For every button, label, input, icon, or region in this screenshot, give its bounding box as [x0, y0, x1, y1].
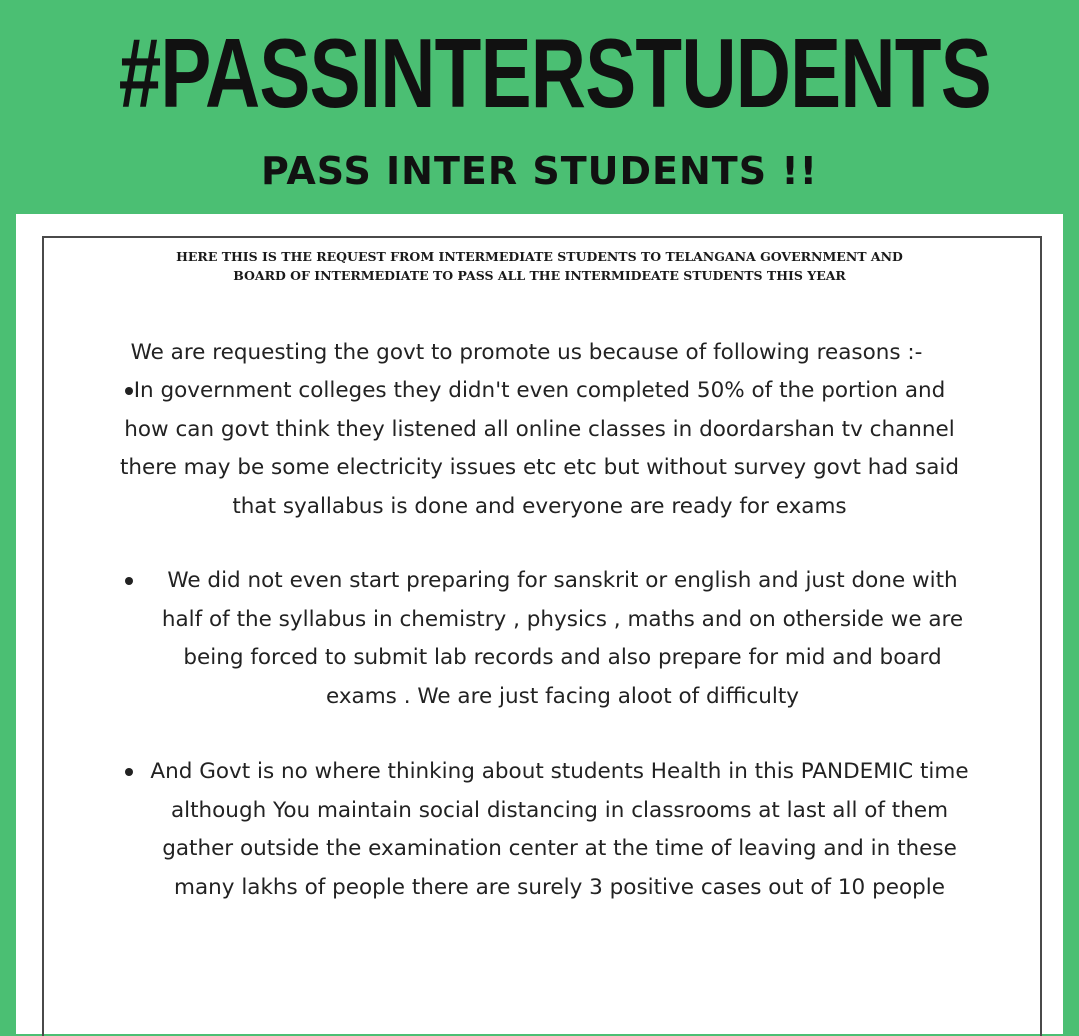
- reason-item-3: And Govt is no where thinking about students Health in this PANDEMIC time although You maintain social distancing in classrooms at last all of them gather outside the examination center at the time of leaving and in these many lakhs of people there are surely 3 positive cases out of 10 people: [150, 759, 969, 900]
- reason-item-2: We did not even start preparing for sanskrit or english and just done with half of the syllabus in chemistry , physics , maths and on otherside we are being forced to submit lab records and also prepare for mid and board exams . We are just facing aloot of difficulty: [161, 568, 964, 709]
- request-heading: HERE THIS IS THE REQUEST FROM INTERMEDIATE STUDENTS TO TELANGANA GOVERNMENT AND BOARD OF INTERMEDIATE TO PASS ALL THE INTERMIDEATE STUDENTS THIS YEAR: [176, 249, 903, 283]
- hashtag-title: #PASSINTERSTUDENTS: [118, 18, 991, 128]
- intro-text: We are requesting the govt to promote us because of following reasons :-: [130, 340, 923, 365]
- reason-item-1: In government colleges they didn't even completed 50% of the portion and how can govt think they listened all online classes in doordarshan tv channel there may be some electricity issues etc etc but without survey govt had said that syallabus is done and everyone are ready for exams: [119, 378, 960, 519]
- page-subtitle: PASS INTER STUDENTS !!: [261, 149, 818, 193]
